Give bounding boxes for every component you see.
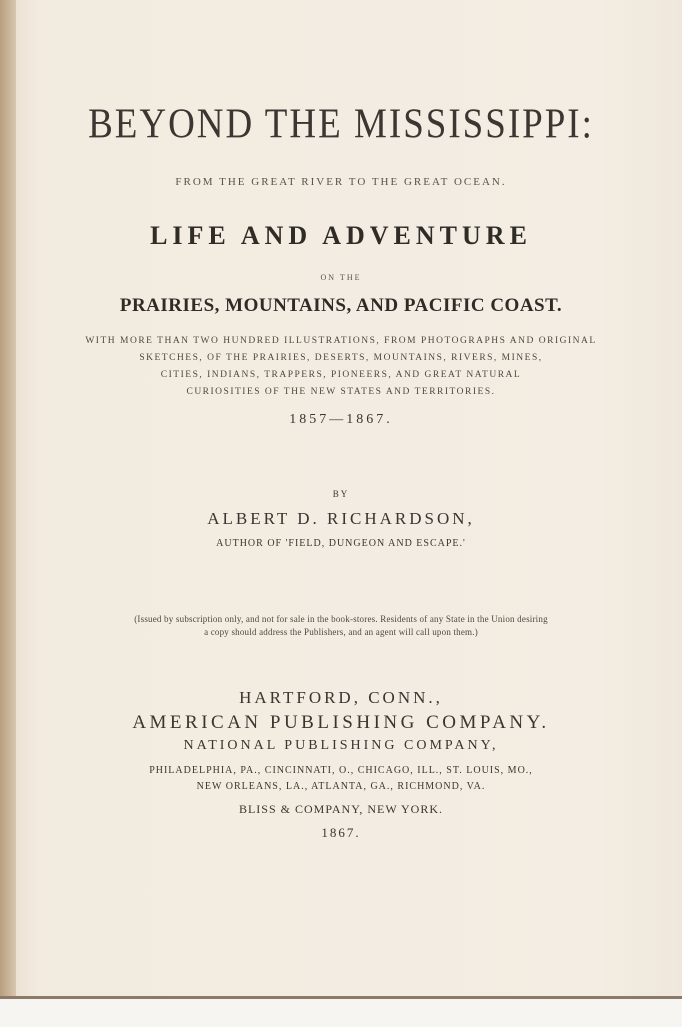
year-range: 1857—1867.: [289, 412, 393, 427]
issued-note-line: a copy should address the Publishers, and an agent will call upon them.): [204, 627, 478, 637]
issued-note-line: (Issued by subscription only, and not for sale in the book-stores. Residents of any State in the Union desiring: [134, 614, 548, 624]
publisher-cities-line: NEW ORLEANS, LA., ATLANTA, GA., RICHMOND, VA.: [196, 781, 486, 792]
author-name: ALBERT D. RICHARDSON,: [207, 509, 475, 528]
book-spine-shadow: [0, 0, 16, 1000]
publisher-city: HARTFORD, CONN.,: [239, 688, 443, 707]
description-line: SKETCHES, OF THE PRAIRIES, DESERTS, MOUNTAINS, RIVERS, MINES,: [139, 353, 543, 363]
publisher-cities-line: PHILADELPHIA, PA., CINCINNATI, O., CHICAGO, ILL., ST. LOUIS, MO.,: [149, 765, 533, 776]
publisher-name: AMERICAN PUBLISHING COMPANY.: [132, 712, 550, 733]
description-line: CITIES, INDIANS, TRAPPERS, PIONEERS, AND GREAT NATURAL: [160, 370, 522, 380]
regions-heading: PRAIRIES, MOUNTAINS, AND PACIFIC COAST.: [119, 295, 563, 316]
bliss-company: BLISS & COMPANY, NEW YORK.: [238, 802, 444, 816]
book-subtitle: FROM THE GREAT RIVER TO THE GREAT OCEAN.: [175, 176, 507, 188]
author-credits: AUTHOR OF 'FIELD, DUNGEON AND ESCAPE.': [216, 538, 466, 549]
by-label: BY: [332, 489, 350, 499]
publication-year: 1867.: [321, 825, 361, 840]
on-the-text: ON THE: [320, 273, 362, 282]
description-line: CURIOSITIES OF THE NEW STATES AND TERRITORIES.: [186, 387, 496, 397]
book-title: BEYOND THE MISSISSIPPI:: [88, 100, 594, 149]
description-line: WITH MORE THAN TWO HUNDRED ILLUSTRATIONS, FROM PHOTOGRAPHS AND ORIGINAL: [85, 336, 597, 346]
national-publisher: NATIONAL PUBLISHING COMPANY,: [183, 738, 499, 753]
page-bottom-edge: [0, 996, 682, 1027]
life-heading: LIFE AND ADVENTURE: [150, 221, 532, 250]
